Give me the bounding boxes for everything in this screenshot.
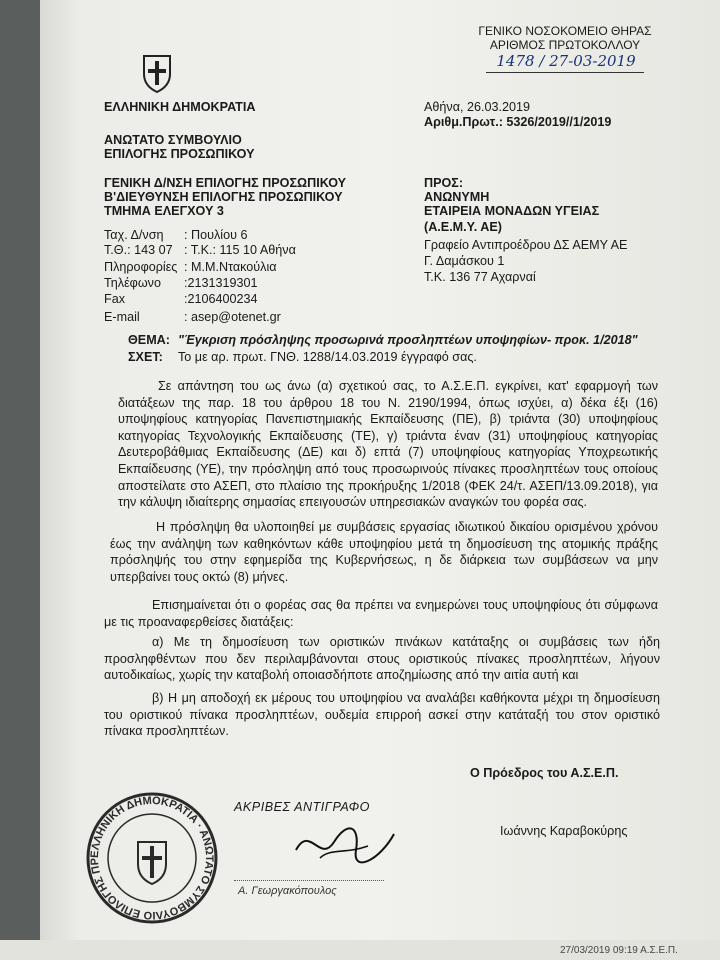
round-seal-text: ΕΛΛΗΝΙΚΗ ΔΗΜΟΚΡΑΤΙΑ · ΑΝΩΤΑΤΟ ΣΥΜΒΟΥΛΙΟ ΕΠΙΛΟΓΗΣ ΠΡ [88, 794, 216, 922]
contact-label: Ταχ. Δ/νση [104, 228, 164, 242]
paragraph-5 [104, 690, 660, 740]
paragraph-3-text: Επισημαίνεται ότι ο φορέας σας θα πρέπει να ενημερώνει τους υποψηφίους ότι σύμφωνα με τις προαναφερθείσες διατάξεις: [104, 598, 658, 629]
contact-value: :2106400234 [184, 292, 258, 306]
handwritten-signature [290, 820, 400, 868]
council-line-2: ΕΠΙΛΟΓΗΣ ΠΡΟΣΩΠΙΚΟΥ [104, 147, 255, 161]
recipient-line-6: Τ.Κ. 136 77 Αχαρναί [424, 270, 536, 284]
recipient-line-5: Γ. Δαμάσκου 1 [424, 254, 505, 268]
contact-value: : Τ.Κ.: 115 10 Αθήνα [184, 243, 296, 257]
recipient-line-3: (Α.Ε.Μ.Υ. ΑΕ) [424, 220, 502, 234]
protocol-stamp-line-1: ΓΕΝΙΚΟ ΝΟΣΟΚΟΜΕΙΟ ΘΗΡΑΣ [478, 24, 652, 38]
subject-label: ΘΕΜΑ: [128, 333, 170, 347]
contact-value: :2131319301 [184, 276, 258, 290]
dept-line-1: ΓΕΝΙΚΗ Δ/ΝΣΗ ΕΠΙΛΟΓΗΣ ΠΡΟΣΩΠΙΚΟΥ [104, 176, 347, 190]
paragraph-2 [110, 519, 658, 585]
paragraph-1 [118, 378, 658, 511]
paragraph-5-text: β) Η μη αποδοχή εκ μέρους του υποψηφίου να αναλάβει καθήκοντα μέχρι τη δημοσίευση του οριστικού πίνακα προσληπτέων, ουδεμία επιρροή ασκεί στην κατάταξή του στον οριστικό πίνακα προσληπτέων. [104, 691, 660, 739]
protocol-stamp-line-2: ΑΡΙΘΜΟΣ ΠΡΩΤΟΚΟΛΛΟΥ [489, 38, 641, 52]
document-date: Αθήνα, 26.03.2019 [424, 100, 531, 114]
reference-text: Το με αρ. πρωτ. ΓΝΘ. 1288/14.03.2019 έγγραφό σας. [178, 350, 477, 364]
certified-copy-signer: Α. Γεωργακόπουλος [238, 885, 337, 897]
subject-text: "Έγκριση πρόσληψης προσωρινά προσληπτέων υποψηφίων- προκ. 1/2018" [178, 333, 638, 347]
contact-value: : Πουλίου 6 [184, 228, 248, 242]
paragraph-4 [104, 634, 660, 684]
recipient-line-1: ΑΝΩΝΥΜΗ [424, 190, 490, 204]
dept-line-3: ΤΜΗΜΑ ΕΛΕΓΧΟΥ 3 [104, 204, 224, 218]
contact-label: Τηλέφωνο [104, 276, 161, 290]
protocol-handwritten-number: 1478 / 27-03-2019 [496, 52, 636, 70]
contact-label: Fax [104, 292, 125, 306]
paragraph-4-text: α) Με τη δημοσίευση των οριστικών πινάκων κατάταξης οι συμβάσεις των ήδη προσληφθέντων που δεν περιλαμβάνονται στους οριστικούς πίνακες προσληπτέων, λήγουν αυτοδικαίως, χωρίς την καταβολή οποιασδήποτε αποζημίωσης από την αιτία αυτή και [104, 635, 660, 683]
contact-label: E-mail [104, 310, 140, 324]
paragraph-2-text: Η πρόσληψη θα υλοποιηθεί με συμβάσεις εργασίας ιδιωτικού δικαίου ορισμένου χρόνου έως την ανάληψη των καθηκόντων κάθε υποψηφίου μετά τη δημοσίευση της ατομικής πράξης πρόσληψής του στην εφημερίδα της Κυβερνήσεως, η δε διάρκεια των συμβάσεων να μην υπερβαίνει τους οκτώ (8) μήνες. [110, 520, 658, 584]
footer-timestamp: 27/03/2019 09:19 Α.Σ.Ε.Π. [560, 945, 678, 956]
contact-label: Τ.Θ.: 143 07 [104, 243, 173, 257]
contact-value: : Μ.Μ.Ντακούλια [184, 260, 277, 274]
protocol-number: Αριθμ.Πρωτ.: 5326/2019//1/2019 [424, 115, 612, 129]
signer-dotted-line [234, 880, 384, 881]
reference-label: ΣΧΕΤ: [128, 350, 163, 364]
paragraph-1-text: Σε απάντηση του ως άνω (α) σχετικού σας, το Α.Σ.Ε.Π. εγκρίνει, κατ' εφαρμογή των διατάξεων της παρ. 18 του άρθρου 18 του Ν. 2190/1994, όπως ισχύει, α) δέκα έξι (16) υποψηφίους κατηγορίας Πανεπιστημιακής Εκπαίδευσης (ΠΕ), β) τριάντα (30) υποψηφίους κατηγορίας Τεχνολογικής Εκπαίδευσης (ΤΕ), γ) τριάντα έναν (31) υποψηφίους κατηγορίας Δευτεροβάθμιας Εκπαίδευσης (ΔΕ) και δ) επτά (7) υποψηφίους κατηγορίας Υποχρεωτικής Εκπαίδευσης (ΥΕ), την πρόσληψη από τους προσωρινούς πίνακες προσληπτέων τους οποίους αποστείλατε στο ΑΣΕΠ, στο πλαίσιο της προκήρυξης 1/2018 (ΦΕΚ 24/τ. ΑΣΕΠ/13.09.2018), για την κάλυψη ιδιαίτερης σημασίας επειγουσών υπηρεσιακών αναγκών του φορέα σας. [118, 379, 658, 510]
round-seal [84, 790, 220, 926]
republic-heading: ΕΛΛΗΝΙΚΗ ΔΗΜΟΚΡΑΤΙΑ [104, 100, 256, 114]
contact-value: : asep@otenet.gr [184, 310, 281, 324]
paragraph-3 [104, 597, 658, 630]
protocol-underline [486, 72, 644, 73]
contact-label: Πληροφορίες [104, 260, 178, 274]
dept-line-2: Β'ΔΙΕΥΘΥΝΣΗ ΕΠΙΛΟΓΗΣ ΠΡΟΣΩΠΙΚΟΥ [104, 190, 343, 204]
recipient-line-4: Γραφείο Αντιπροέδρου ΔΣ ΑΕΜΥ ΑΕ [424, 238, 628, 252]
certified-copy-stamp: ΑΚΡΙΒΕΣ ΑΝΤΙΓΡΑΦΟ [234, 800, 370, 814]
recipient-line-2: ΕΤΑΙΡΕΙΑ ΜΟΝΑΔΩΝ ΥΓΕΙΑΣ [424, 204, 600, 218]
signature-name: Ιωάννης Καραβοκύρης [500, 824, 628, 838]
signature-title: Ο Πρόεδρος του Α.Σ.Ε.Π. [470, 766, 619, 780]
recipient-label: ΠΡΟΣ: [424, 176, 464, 190]
council-line-1: ΑΝΩΤΑΤΟ ΣΥΜΒΟΥΛΙΟ [104, 133, 242, 147]
greek-coat-of-arms-icon [140, 52, 174, 94]
